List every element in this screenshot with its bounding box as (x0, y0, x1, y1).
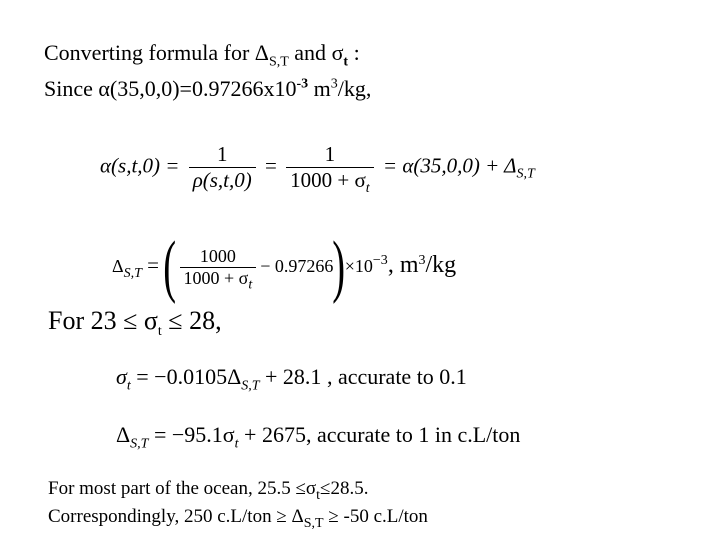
sigma-subscript: t (157, 324, 162, 340)
fraction-one-over-1000-sigma (286, 142, 374, 197)
fraction-denominator: 1000 + σ (183, 267, 249, 288)
fraction-1000-over-1000-sigma (180, 245, 257, 293)
footer-suffix: ≥ -50 c.L/ton (323, 506, 428, 527)
equation-alpha (100, 142, 535, 197)
delta-subscript: S,T (303, 515, 324, 531)
footer-text: Correspondingly, 250 c.L/ton ≥ Δ (48, 506, 304, 527)
equation-delta-approx (116, 422, 521, 452)
fraction-numerator: 1000 (199, 245, 236, 266)
intro-line-1 (44, 40, 360, 70)
delta-subscript: S,T (268, 54, 289, 70)
sigma-subscript: t (248, 277, 253, 293)
alpha-exponent: -3 (296, 76, 309, 92)
delta-coefficient: = −95.1σ (148, 422, 235, 447)
left-paren: ( (163, 228, 177, 305)
sigma-subscript: t (234, 436, 239, 452)
and-text: and (288, 40, 332, 65)
equation-delta (112, 228, 457, 305)
units-suffix: /kg (425, 251, 457, 278)
fraction-numerator: 1 (324, 142, 336, 166)
range-suffix: ≤ 28, (161, 306, 222, 335)
alpha-rhs: = α(35,0,0) + Δ (382, 153, 517, 178)
delta-subscript: S,T (130, 436, 149, 452)
delta-constant: + 2675, (238, 422, 312, 447)
footer-text: For most part of the ocean, 25.5 ≤σ (48, 478, 317, 499)
right-paren: ) (332, 228, 346, 305)
units-text: , m (387, 251, 419, 278)
fraction-denominator: 1000 + σ (290, 168, 366, 192)
fraction-numerator: 1 (216, 142, 228, 166)
constant-term: − 0.97266 (260, 255, 334, 276)
delta-symbol: Δ (254, 40, 269, 65)
delta-subscript: S,T (241, 378, 260, 394)
footer-suffix: ≤28.5. (320, 478, 369, 499)
equals-sign: = (265, 153, 277, 178)
intro-line-2 (44, 76, 371, 102)
alpha-lhs: α(s,t,0) = (100, 153, 180, 178)
delta-subscript: S,T (123, 266, 142, 281)
units-exponent: 3 (418, 252, 426, 268)
sigma-subscript: t (316, 487, 321, 503)
colon-text: : (348, 40, 360, 65)
equation-sigma-approx (116, 364, 467, 394)
equals-sign: = (141, 252, 159, 277)
range-statement (48, 306, 222, 340)
sigma-subscript: t (343, 54, 349, 70)
sigma-coefficient: = −0.0105Δ (130, 364, 242, 389)
delta-symbol: Δ (116, 422, 131, 447)
sigma-subscript: t (126, 378, 131, 394)
scale-factor: ×10 (344, 255, 373, 276)
footer-line-1 (48, 478, 369, 503)
fraction-denominator: ρ(s,t,0) (189, 167, 256, 193)
range-text: For 23 ≤ σ (48, 306, 158, 335)
unit-exponent: 3 (330, 76, 338, 92)
alpha-value-text: Since α(35,0,0)=0.97266x10 (44, 76, 297, 101)
sigma-constant: + 28.1 (259, 364, 322, 389)
delta-subscript: S,T (516, 166, 535, 182)
accuracy-note: , accurate to 0.1 (321, 364, 467, 389)
accuracy-note: accurate to 1 in c.L/ton (311, 422, 521, 447)
sigma-subscript: t (365, 181, 370, 197)
footer-line-2 (48, 506, 428, 531)
scale-exponent: −3 (372, 252, 388, 268)
intro-text: Converting formula for (44, 40, 255, 65)
unit-text: m (308, 76, 331, 101)
delta-symbol: Δ (112, 255, 124, 276)
fraction-one-over-rho (189, 142, 256, 193)
sigma-symbol: σ (116, 364, 127, 389)
sigma-symbol: σ (331, 40, 344, 65)
unit-suffix: /kg, (337, 76, 372, 101)
